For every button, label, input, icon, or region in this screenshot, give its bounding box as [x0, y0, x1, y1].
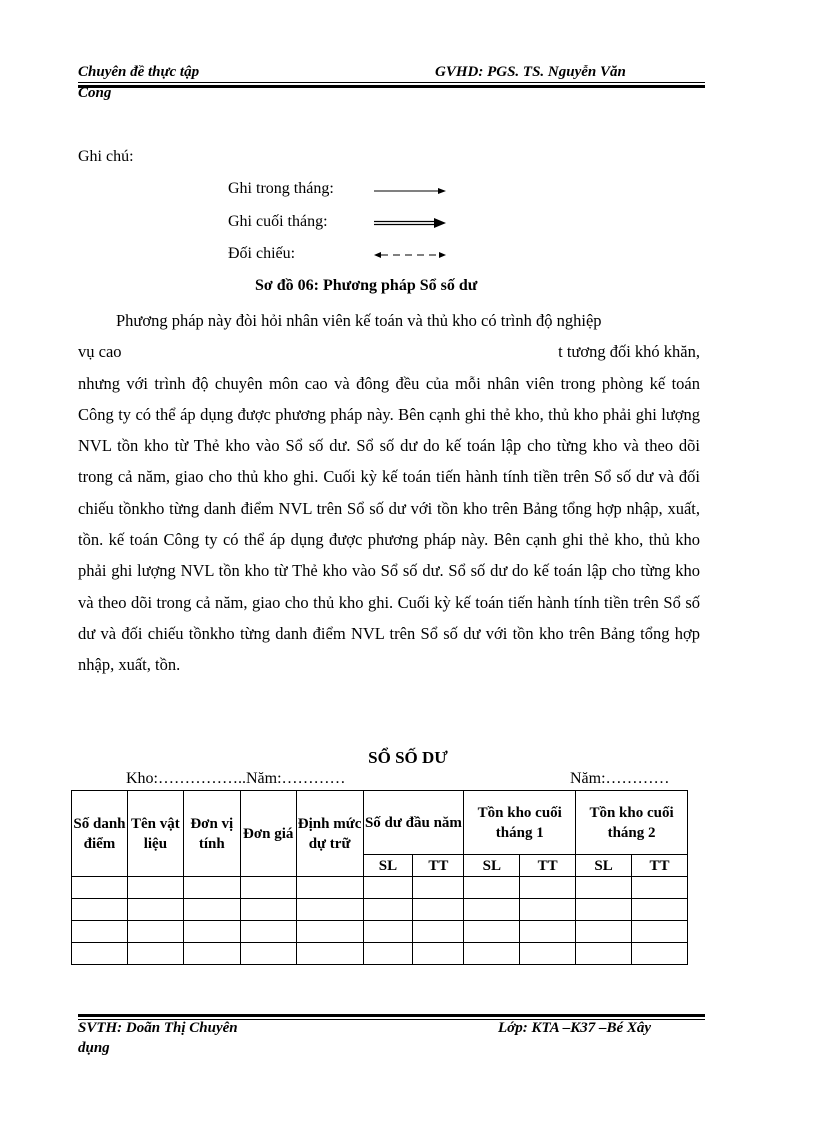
ledger-title: SỔ SỐ DƯ	[368, 748, 448, 767]
col-sl: SL	[464, 855, 520, 877]
footer-left: SVTH: Doãn Thị Chuyên	[78, 1020, 238, 1036]
header-rule-thin	[78, 82, 705, 83]
body-rest: nhưng với trình độ chuyên môn cao và đông đều của mỗi nhân viên trong phòng kế toán Công ty có thể áp dụng được phương pháp này. Bên cạnh ghi thẻ kho, thủ kho phải ghi lượng NVL tồn kho từ Thẻ kho vào Sổ số dư. Sổ số dư do kế toán lập cho từng kho và theo dõi trong cả năm, giao cho thủ kho ghi. Cuối kỳ kế toán tiến hành tính tiền trên Sổ số dư và đối chiếu tồnkho từng danh điểm NVL trên Sổ số dư với tồn kho trên Bảng tổng hợp nhập, xuất, tồn. kế toán Công ty có thể áp dụng được phương pháp này. Bên cạnh ghi thẻ kho, thủ kho phải ghi lượng NVL tồn kho từ Thẻ kho vào Sổ số dư. Sổ số dư do kế toán lập cho từng kho và theo dõi trong cả năm, giao cho thủ kho ghi. Cuối kỳ kế toán tiến hành tính tiền trên Sổ số dư và đối chiếu tồnkho từng danh điểm NVL trên Sổ số dư với tồn kho trên Bảng tổng hợp nhập, xuất, tồn.	[78, 373, 700, 675]
col-sl: SL	[576, 855, 632, 877]
col-tt: TT	[632, 855, 688, 877]
col-header-don-vi-tinh: Đơn vị tính	[183, 791, 240, 877]
body-line-1: Phương pháp này đòi hỏi nhân viên kế toán và thủ kho có trình độ nghiệp	[116, 311, 602, 330]
body-line-2-left: vụ cao	[78, 342, 122, 362]
header-rule-thick	[78, 85, 705, 88]
col-header-dinh-muc: Định mức dự trữ	[296, 791, 363, 877]
ledger-table	[71, 790, 688, 965]
col-header-ten-vat-lieu: Tên vật liệu	[127, 791, 183, 877]
body-line-2	[78, 336, 700, 367]
table-row	[72, 943, 688, 965]
table-row	[72, 921, 688, 943]
footer-left-continued: dụng	[78, 1040, 110, 1056]
ledger-header-row	[72, 791, 688, 855]
thin-arrow-icon	[374, 185, 446, 197]
header-right: GVHD: PGS. TS. Nguyễn Văn	[435, 64, 626, 80]
header-left-continued: Cong	[78, 85, 112, 101]
col-sl: SL	[363, 855, 413, 877]
col-header-du-dau-nam: Số dư đầu năm	[363, 791, 464, 855]
table-row	[72, 877, 688, 899]
col-header-don-gia: Đơn giá	[240, 791, 296, 877]
legend-item-monthly: Ghi trong tháng:	[228, 180, 334, 197]
col-header-ton-thang-1: Tồn kho cuối tháng 1	[464, 791, 576, 855]
col-tt: TT	[520, 855, 576, 877]
diagram-caption: Sơ đồ 06: Phương pháp Sổ số dư	[255, 277, 478, 294]
legend-item-month-end: Ghi cuối tháng:	[228, 213, 328, 230]
table-row	[72, 899, 688, 921]
col-header-ton-thang-2: Tồn kho cuối tháng 2	[576, 791, 688, 855]
col-tt: TT	[413, 855, 464, 877]
footer-right: Lớp: KTA –K37 –Bé Xây	[498, 1020, 652, 1036]
dashed-double-arrow-icon	[374, 249, 446, 261]
ledger-meta-right: Năm:…………	[570, 770, 670, 787]
footer-rule-thick	[78, 1014, 705, 1017]
header-left: Chuyên đề thực tập	[78, 64, 200, 80]
body-line-2-right: t tương đối khó khăn,	[558, 342, 700, 362]
double-arrow-icon	[374, 217, 446, 229]
body-paragraph	[78, 305, 700, 681]
legend-item-reconcile: Đối chiếu:	[228, 245, 296, 262]
ledger-meta-left: Kho:……………..Năm:…………	[126, 770, 346, 787]
col-header-so-danh-diem: Số danh điểm	[72, 791, 128, 877]
legend-label: Ghi chú:	[78, 148, 134, 165]
